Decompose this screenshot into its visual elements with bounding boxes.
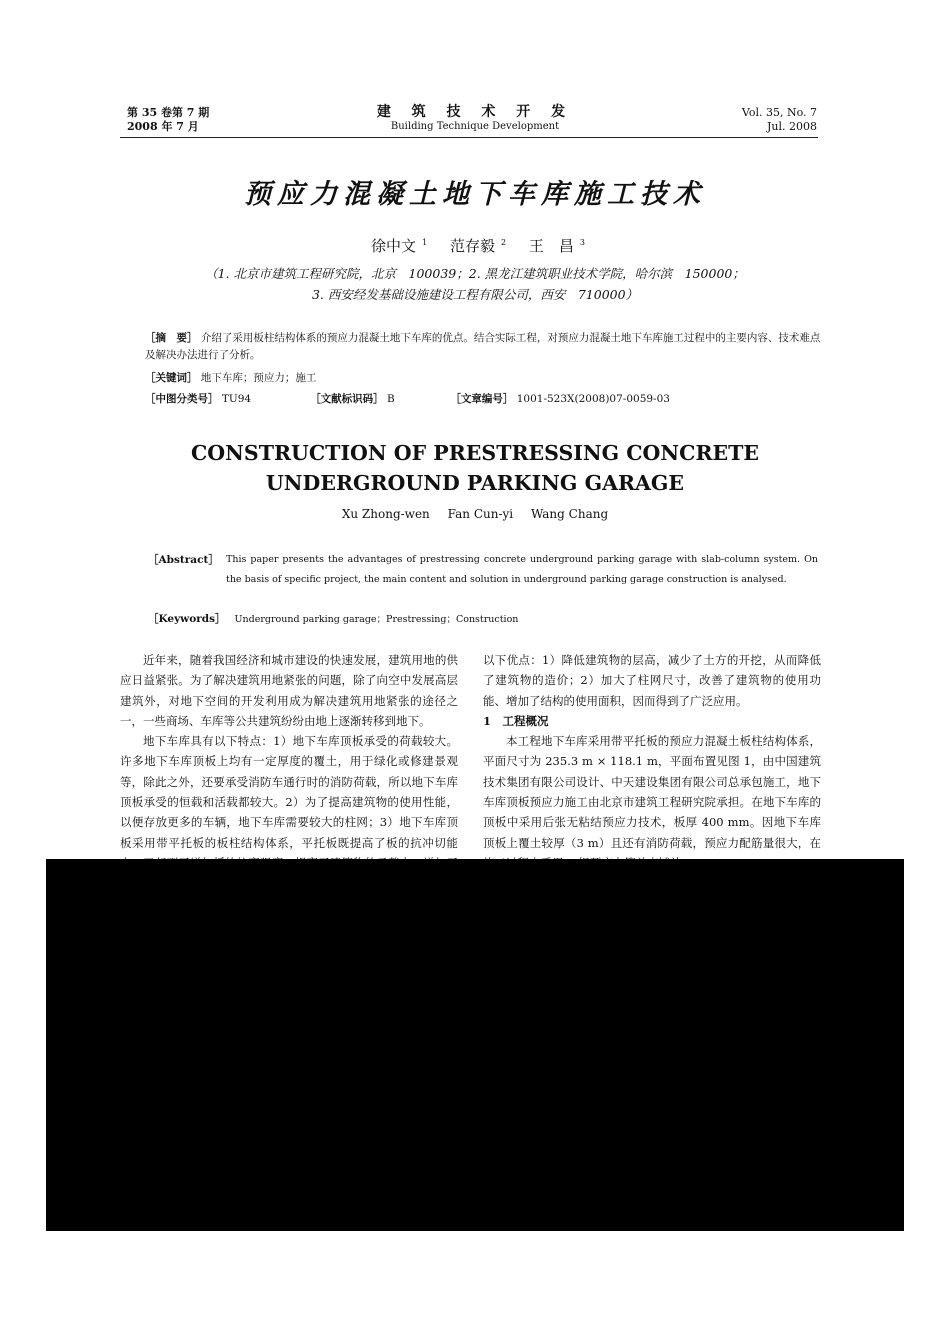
- issue-volume: 第 35 卷第 7 期: [127, 106, 210, 119]
- abstract-en-text: This paper presents the advantages of prestressing concrete underground parking garage with slab-column system. On the basis of specific project, the main content and solution in underground parking garage construction is analysed.: [226, 554, 818, 585]
- paper-title-cn: 预应力混凝土地下车库施工技术: [244, 179, 706, 210]
- abstract-cn-text: 介绍了采用板柱结构体系的预应力混凝土地下车库的优点。结合实际工程，对预应力混凝土地下车库施工过程中的主要内容、技术难点及解决办法进行了分析。: [145, 332, 821, 361]
- clc-label: ［中图分类号］: [145, 393, 219, 405]
- journal-name-cn: 建 筑 技 术 开 发: [376, 104, 574, 120]
- abstract-en: [148, 550, 818, 585]
- paper-title-en-line: CONSTRUCTION OF PRESTRESSING CONCRETE: [190, 441, 760, 465]
- author-en: Wang Chang: [530, 507, 609, 521]
- paper-title-en-line: UNDERGROUND PARKING GARAGE: [265, 471, 685, 495]
- body-paragraph: 本工程地下车库采用带平托板的预应力混凝土板柱结构体系，平面尺寸为 235.3 m × 118.1 m，平面布置见图 1，由中国建筑技术集团有限公司设计、中天建设集团有限公司总承包施工，地下车库顶板预应力施工由北京市建筑工程研究院承担。在地下车库的顶板中采用后张无粘结预应力技术，板厚 400 mm。因地下车库顶板上覆土较厚（3 m）且还有消防荷载，预应力配筋量很大，在: [483, 734, 821, 850]
- abstract-cn-label: ［摘 要］: [145, 332, 198, 344]
- article-number-value: 1001-523X(2008)07-0059-03: [516, 393, 670, 405]
- doc-code-value: B: [387, 393, 395, 405]
- paper-title-en: [120, 438, 830, 498]
- issue-date: 2008 年 7 月: [127, 120, 199, 133]
- issue-info: [127, 106, 209, 134]
- issue-date-en: Jul. 2008: [767, 120, 817, 133]
- affiliation-line: 3. 西安经发基础设施建设工程有限公司，西安 710000）: [311, 287, 639, 302]
- abstract-cn: [145, 330, 825, 364]
- section-heading: 1 工程概况: [483, 713, 549, 728]
- header-rule: [120, 137, 818, 138]
- author: 徐中文 $^1$: [371, 237, 428, 255]
- clc-value: TU94: [221, 393, 252, 405]
- authors-cn: [100, 235, 850, 256]
- keywords-en: [148, 610, 818, 629]
- affiliations: [120, 263, 830, 305]
- redaction-block: [46, 859, 904, 1231]
- body-paragraph: 近年来，随着我国经济和城市建设的快速发展，建筑用地的供应日益紧张。为了解决建筑用地紧张的问题，除了向空中发展高层建筑外，对地下空间的开发利用成为解决建筑用地紧张的途径之一，一些商场、车库等公共建筑纷纷由地上逐渐转移到地下。: [120, 653, 458, 728]
- author-en: Fan Cun-yi: [447, 507, 514, 521]
- issue-volume-en: Vol. 35, No. 7: [741, 106, 817, 119]
- keywords-cn: [145, 370, 825, 387]
- journal-name-en: Building Technique Development: [390, 121, 560, 132]
- doc-code-label: ［文献标识码］: [310, 393, 384, 405]
- body-paragraph: 地下车库具有以下特点：1）地下车库顶板承受的荷载较大。许多地下车库顶板上均有一定厚度的覆土，用于绿化或修建景观等，除此之外，还要承受消防车通行时的消防荷载，所以地下车库顶板承受的恒载和活载都较大。2）为了提高建筑物的使用性能，以便存放更多的车辆，地下车库需要较大的柱网；3）地下车库顶板采用带平托板的板柱结构体系，平托板既提高了板的抗冲切能: [120, 734, 458, 850]
- keywords-cn-text: 地下车库；预应力；施工: [200, 372, 317, 384]
- article-number-label: ［文章编号］: [450, 393, 514, 405]
- keywords-cn-label: ［关键词］: [145, 372, 198, 384]
- author-en: Xu Zhong-wen: [341, 507, 430, 521]
- author: 范存毅 $^2$: [449, 237, 507, 255]
- abstract-en-label: ［Abstract］: [148, 554, 219, 566]
- affiliation-line: （1. 北京市建筑工程研究院，北京 100039；2. 黑龙江建筑职业技术学院，哈尔滨 150000；: [205, 266, 745, 281]
- issue-info-en: [742, 106, 817, 134]
- keywords-en-text: Underground parking garage；Prestressing；Construction: [234, 614, 519, 625]
- author: 王 昌 $^3$: [528, 237, 585, 255]
- authors-en: [120, 507, 830, 521]
- body-paragraph: 以下优点：1）降低建筑物的层高，减少了土方的开挖，从而降低了建筑物的造价；2）加大了柱网尺寸，改善了建筑物的使用功能、增加了结构的使用面积，因而得到了广泛应用。: [483, 653, 821, 708]
- journal-name: [300, 104, 650, 133]
- keywords-en-label: ［Keywords］: [148, 613, 226, 625]
- classification-row: [145, 391, 825, 408]
